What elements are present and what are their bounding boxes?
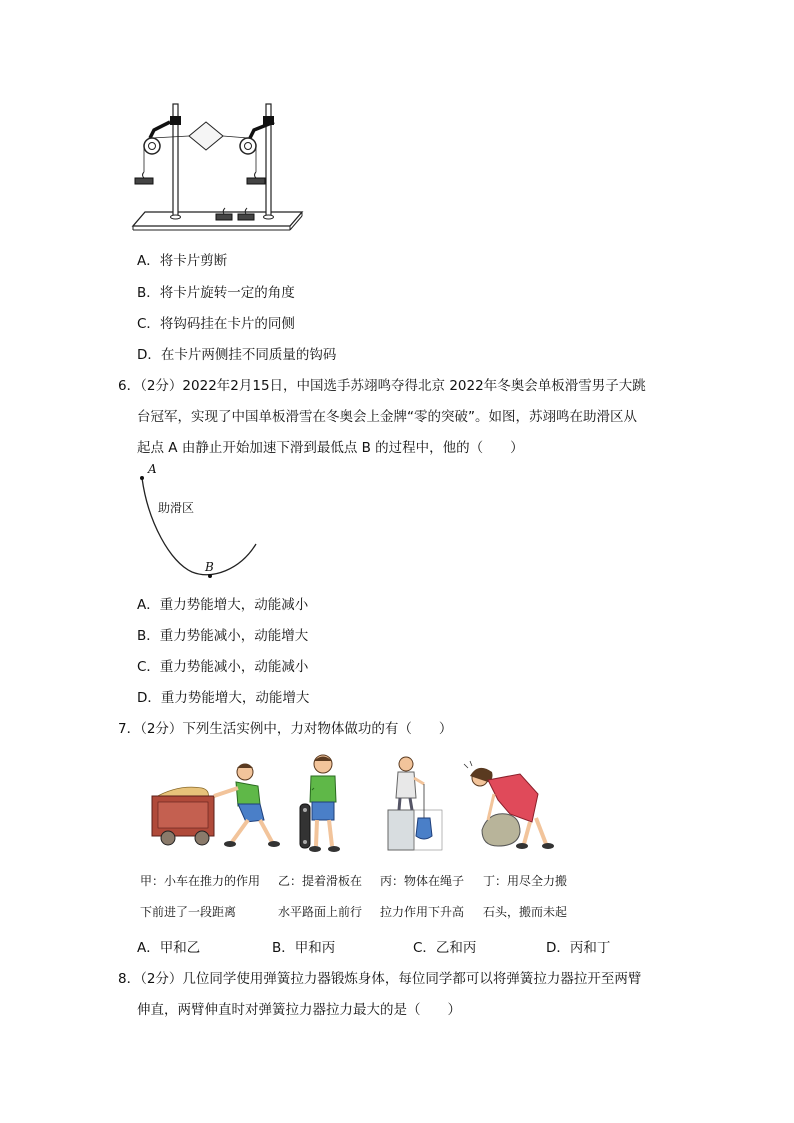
caption-jia-line1: 甲：小车在推力的作用 <box>140 874 261 888</box>
q8-stem-line1: 8．（2分）几位同学使用弹簧拉力器锻炼身体，每位同学都可以将弹簧拉力器拉开至两臂 <box>118 971 642 987</box>
q5-option-c: C．将钩码挂在卡片的同侧 <box>137 316 295 332</box>
ski-slope-figure <box>130 462 270 582</box>
q6-stem-line3: 起点 A 由静止开始加速下滑到最低点 B 的过程中，他的（ ） <box>137 440 524 456</box>
cart-wheel <box>195 831 209 845</box>
point-b <box>208 574 212 578</box>
q5-option-a: A．将卡片剪断 <box>137 253 228 269</box>
boy-with-skateboard-illustration <box>298 752 348 856</box>
object-lifted-by-rope-illustration <box>386 754 444 854</box>
man-coat <box>396 772 416 798</box>
label-b: B <box>205 560 214 574</box>
q7-stem-line1: 7．（2分）下列生活实例中，力对物体做功的有（ ） <box>118 721 453 737</box>
q6-stem-line1: 6．（2分）2022年2月15日，中国选手苏翊鸣夺得北京 2022年冬奥会单板滑雪男子大跳 <box>118 378 646 394</box>
spare-weight <box>216 214 232 220</box>
q6-option-d: D．重力势能增大，动能增大 <box>137 690 310 706</box>
left-hook-weight <box>135 178 153 184</box>
card <box>189 122 223 150</box>
q7-option-b: B．甲和丙 <box>272 940 336 956</box>
right-hook-weight <box>247 178 265 184</box>
label-run-up-zone: 助滑区 <box>158 501 195 515</box>
point-a <box>140 476 144 480</box>
caption-jia-line2: 下前进了一段距离 <box>140 905 237 919</box>
label-a: A <box>148 462 157 476</box>
balance-apparatus-figure <box>130 100 310 235</box>
caption-ding-line2: 石头，搬而未起 <box>483 905 568 919</box>
woman-lifting-stone-illustration <box>458 760 554 852</box>
q6-stem-line2: 台冠军，实现了中国单板滑雪在冬奥会上金牌“零的突破”。如图，苏翊鸣在助滑区从 <box>137 409 637 425</box>
q6-option-a: A．重力势能增大，动能减小 <box>137 597 309 613</box>
q8-stem-line2: 伸直，两臂伸直时对弹簧拉力器拉力最大的是（ ） <box>137 1002 461 1018</box>
q6-option-b: B．重力势能减小，动能增大 <box>137 628 309 644</box>
caption-ding-line1: 丁：用尽全力搬 <box>483 874 568 888</box>
bag <box>416 818 432 839</box>
boy-pushing-cart-illustration <box>148 758 280 850</box>
caption-bing-line1: 丙：物体在绳子 <box>380 874 465 888</box>
boy-shorts <box>238 804 264 822</box>
q5-option-d: D．在卡片两侧挂不同质量的钩码 <box>137 347 337 363</box>
q5-option-b: B．将卡片旋转一定的角度 <box>137 285 295 301</box>
man-head <box>399 757 413 771</box>
caption-yi-line1: 乙：提着滑板在 <box>278 874 363 888</box>
q7-option-d: D．丙和丁 <box>546 940 611 956</box>
q6-option-c: C．重力势能减小，动能减小 <box>137 659 309 675</box>
q7-option-c: C．乙和丙 <box>413 940 477 956</box>
boy-shorts <box>312 802 334 820</box>
slope-curve <box>142 478 256 575</box>
platform <box>388 810 414 850</box>
cart-wheel <box>161 831 175 845</box>
boy-shirt <box>236 782 260 806</box>
caption-bing-line2: 拉力作用下升高 <box>380 905 465 919</box>
q7-option-a: A．甲和乙 <box>137 940 201 956</box>
caption-yi-line2: 水平路面上前行 <box>278 905 363 919</box>
spare-weight <box>238 214 254 220</box>
boy-shirt <box>310 776 336 802</box>
